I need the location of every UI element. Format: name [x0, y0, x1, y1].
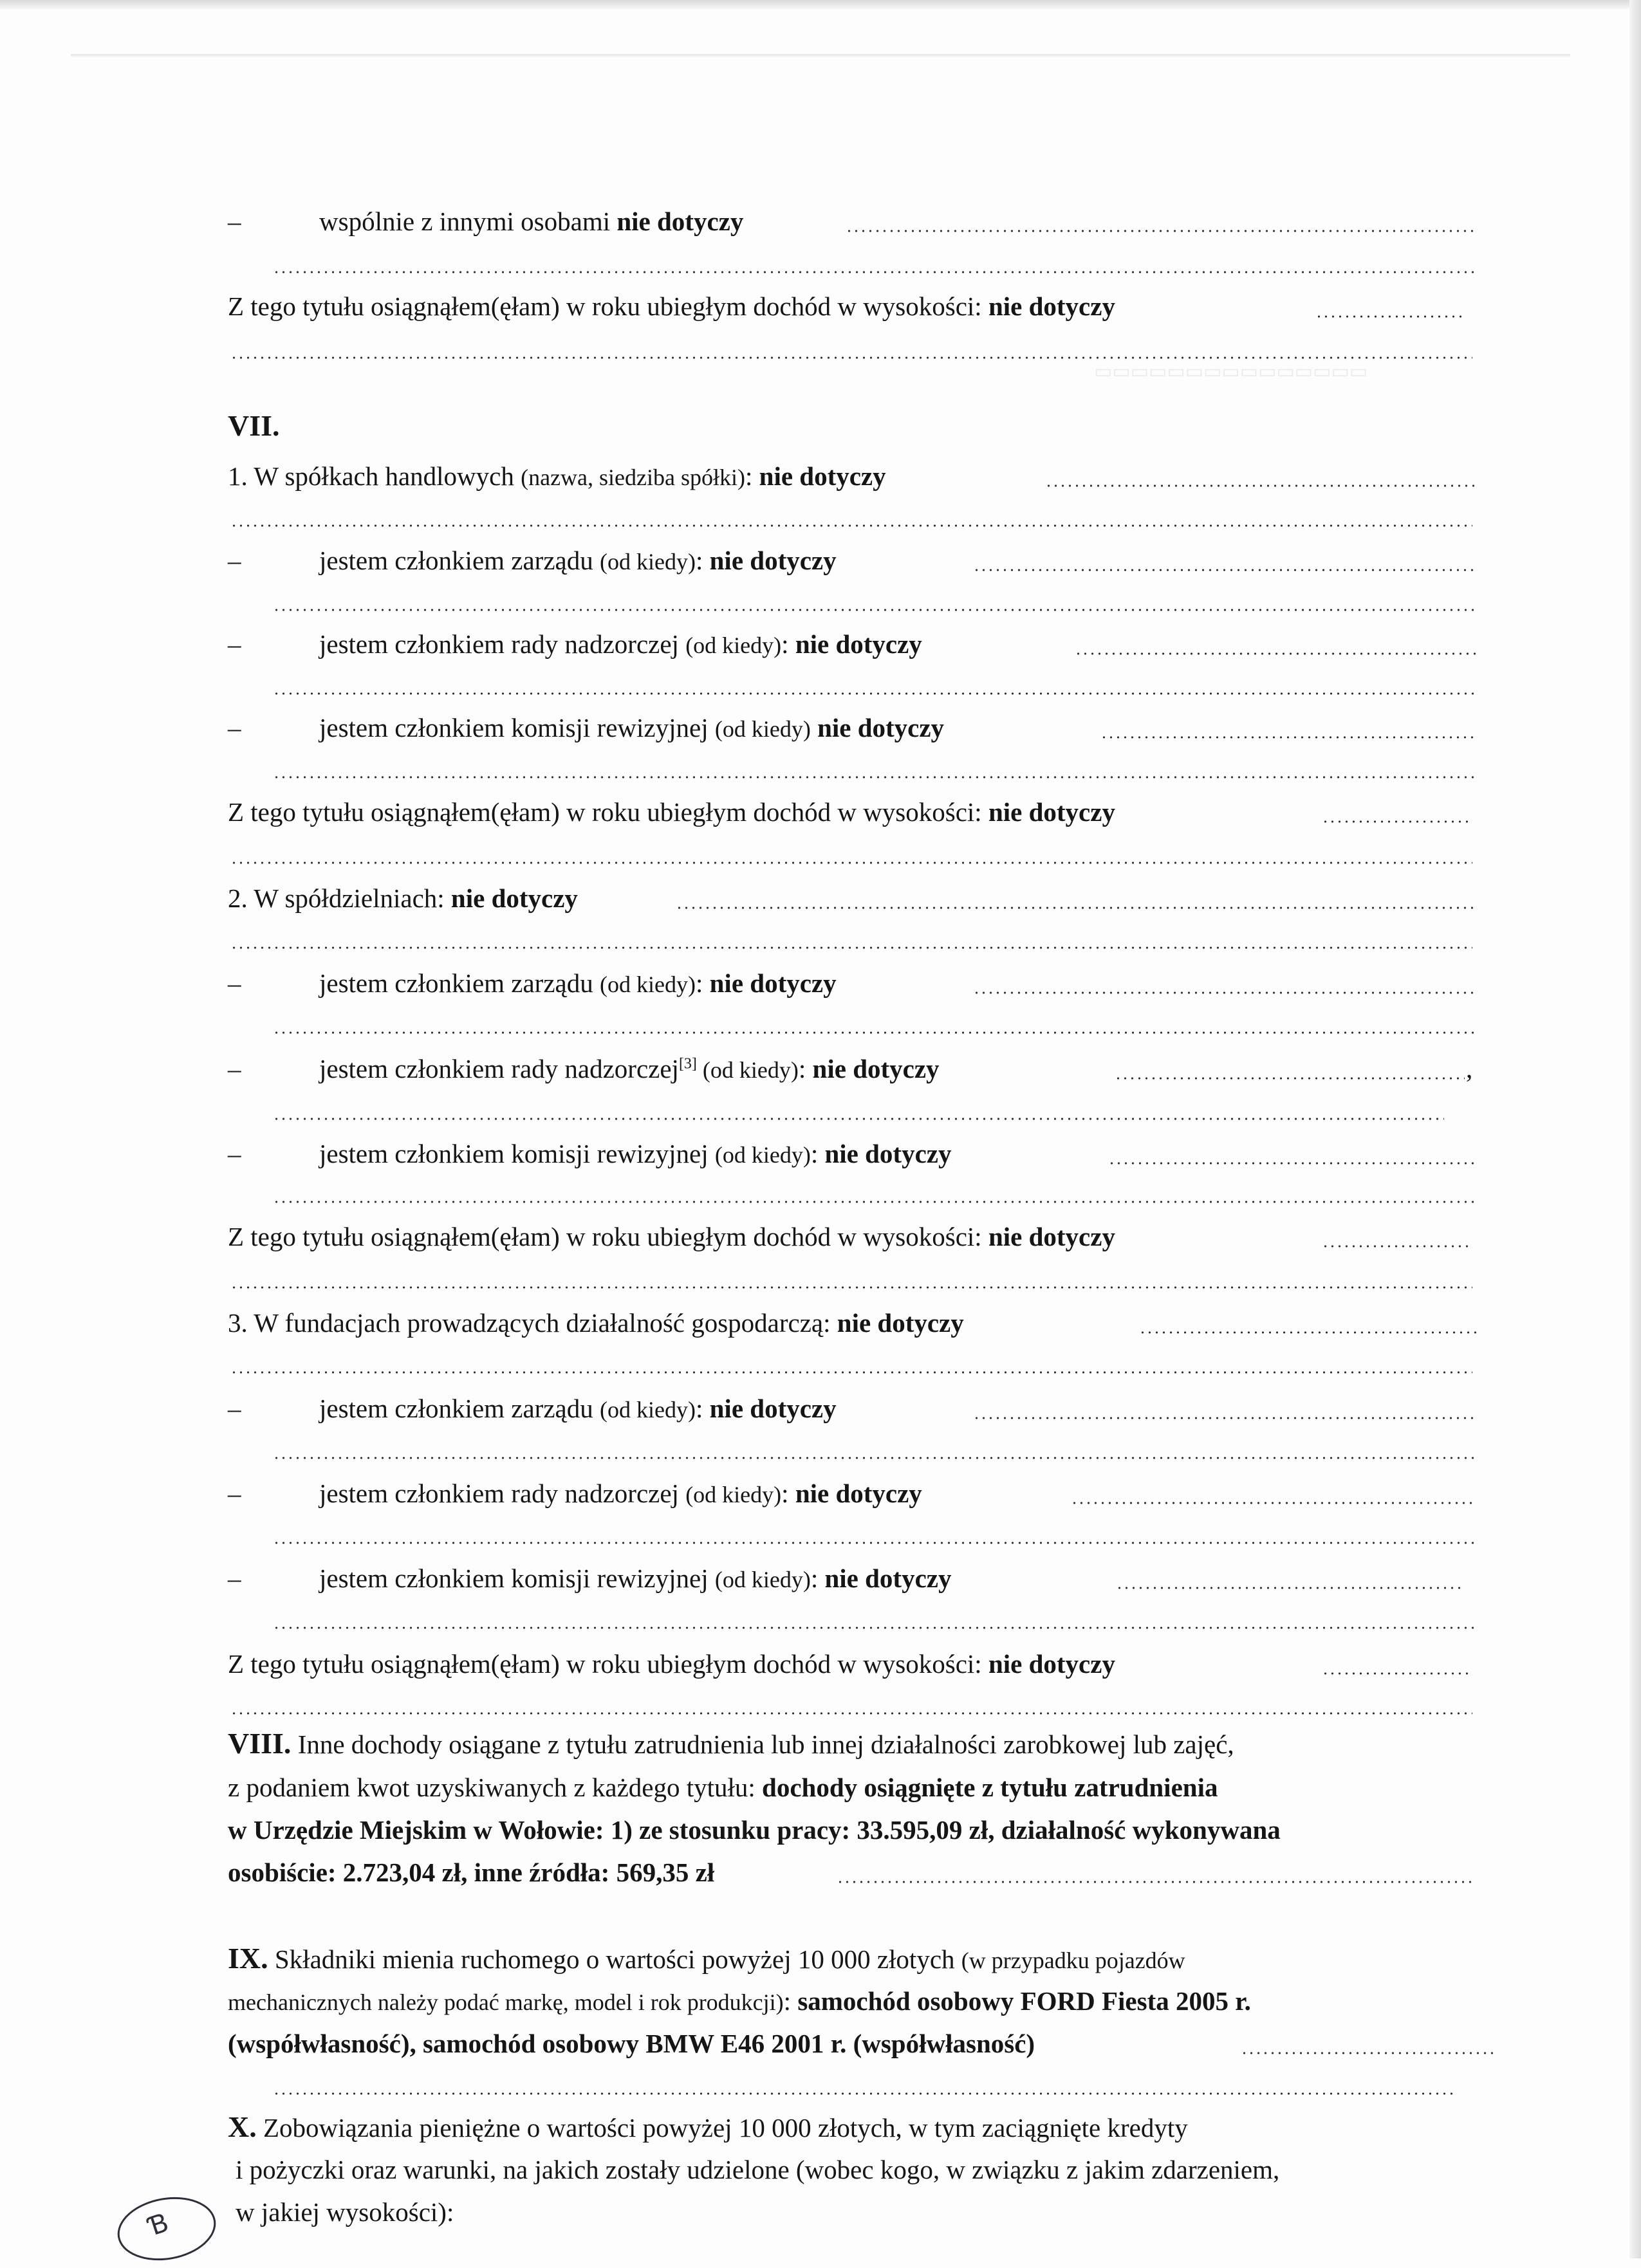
dotted-line	[273, 1542, 1476, 1544]
vii-2-board-bullet: –	[228, 968, 241, 998]
vii-1-board-line: jestem członkiem zarządu (od kiedy): nie dotyczy	[319, 546, 837, 575]
x-line-2: i pożyczki oraz warunki, na jakich zostały udzielone (wobec kogo, w związku z jakim zdarzeniem,	[236, 2155, 1280, 2184]
dotted-line	[273, 692, 1476, 695]
dotted-line	[273, 1201, 1476, 1203]
vii-1-heading: 1. W spółkach handlowych (nazwa, siedziba spółki): nie dotyczy	[228, 461, 886, 491]
dotted-fill	[1100, 736, 1476, 739]
dotted-fill	[1322, 820, 1470, 823]
vii-2-heading: 2. W spółdzielniach: nie dotyczy	[228, 883, 578, 913]
dotted-line	[273, 1118, 1444, 1120]
vii-1-supervisory-bullet: –	[228, 629, 241, 659]
vii-3-heading: 3. W fundacjach prowadzących działalność gospodarczą: nie dotyczy	[228, 1308, 964, 1338]
vii-3-board-line: jestem członkiem zarządu (od kiedy): nie dotyczy	[319, 1394, 837, 1423]
dotted-fill	[1116, 1587, 1463, 1589]
dotted-line	[273, 1031, 1476, 1034]
vii-3-supervisory-line: jestem członkiem rady nadzorczej (od kiedy): nie dotyczy	[319, 1479, 922, 1508]
vii-1-audit-bullet: –	[228, 713, 241, 742]
dotted-line	[273, 271, 1476, 273]
dotted-fill	[1315, 315, 1463, 318]
x-line-1: X. Zobowiązania pieniężne o wartości powyżej 10 000 złotych, w tym zaciągnięte kredyty	[228, 2110, 1188, 2143]
vii-3-income-line: Z tego tytułu osiągnąłem(ęłam) w roku ubiegłym dochód w wysokości: nie dotyczy	[228, 1649, 1115, 1679]
dotted-fill	[676, 907, 1476, 909]
vii-3-audit-line: jestem członkiem komisji rewizyjnej (od kiedy): nie dotyczy	[319, 1563, 952, 1593]
dotted-line	[273, 1457, 1476, 1459]
scan-edge-right	[1629, 0, 1641, 2258]
vii-1-supervisory-line: jestem członkiem rady nadzorczej (od kiedy): nie dotyczy	[319, 629, 922, 659]
dotted-line	[230, 862, 1472, 864]
viii-line-1: VIII. Inne dochody osiągane z tytułu zatrudnienia lub innej działalności zarobkowej lub zajęć,	[228, 1727, 1234, 1760]
section-vii-numeral: VII.	[228, 409, 280, 442]
intro-row-1: –	[228, 207, 241, 236]
dotted-line	[230, 946, 1472, 949]
dotted-fill	[973, 569, 1476, 571]
dotted-fill	[1075, 652, 1476, 655]
intro-row-1-text: wspólnie z innymi osobami nie dotyczy	[319, 207, 744, 236]
dotted-fill	[846, 230, 1476, 232]
vii-3-supervisory-bullet: –	[228, 1479, 241, 1508]
vii-2-supervisory-line: jestem członkiem rady nadzorczej[3] (od kiedy): nie dotyczy	[319, 1054, 940, 1083]
dotted-fill	[1322, 1245, 1470, 1248]
viii-line-2: z podaniem kwot uzyskiwanych z każdego tytułu: dochody osiągnięte z tytułu zatrudnienia	[228, 1773, 1218, 1802]
dotted-line	[273, 776, 1476, 779]
dotted-fill	[1322, 1672, 1470, 1675]
intro-income-line: Z tego tytułu osiągnąłem(ęłam) w roku ubiegłym dochód w wysokości: nie dotyczy	[228, 291, 1115, 321]
x-line-3: w jakiej wysokości):	[236, 2197, 454, 2227]
dotted-line	[230, 1371, 1472, 1374]
ix-line-1: IX. Składniki mienia ruchomego o wartości powyżej 10 000 złotych (w przypadku pojazdów	[228, 1942, 1185, 1975]
dotted-line	[230, 1712, 1472, 1715]
vii-3-board-bullet: –	[228, 1394, 241, 1423]
viii-line-3: w Urzędzie Miejskim w Wołowie: 1) ze stosunku pracy: 33.595,09 zł, działalność wykonywana	[228, 1815, 1281, 1845]
vii-2-income-line: Z tego tytułu osiągnąłem(ęłam) w roku ubiegłym dochód w wysokości: nie dotyczy	[228, 1222, 1115, 1251]
dotted-line	[230, 524, 1472, 527]
vii-2-board-line: jestem członkiem zarządu (od kiedy): nie dotyczy	[319, 968, 837, 998]
dotted-line	[273, 2092, 1457, 2095]
scan-edge-top	[0, 0, 1641, 9]
dotted-fill	[1045, 484, 1476, 487]
dotted-fill	[1115, 1077, 1465, 1080]
dotted-fill	[973, 1417, 1476, 1419]
dotted-fill	[837, 1881, 1476, 1883]
dotted-fill	[1071, 1502, 1476, 1504]
dotted-line	[230, 1286, 1472, 1289]
dotted-fill	[1241, 2052, 1498, 2054]
dotted-fill	[1139, 1331, 1476, 1334]
vii-2-audit-line: jestem członkiem komisji rewizyjnej (od kiedy): nie dotyczy	[319, 1139, 952, 1168]
dotted-line	[273, 1627, 1476, 1629]
dotted-fill	[1108, 1162, 1476, 1165]
viii-line-4: osobiście: 2.723,04 zł, inne źródła: 569,35 zł	[228, 1858, 715, 1887]
bleed-through: ▭▭▭▭▭▭▭▭▭▭▭▭▭▭▭	[1094, 361, 1368, 382]
vii-2-audit-bullet: –	[228, 1139, 241, 1168]
ix-line-2: mechanicznych należy podać markę, model i rok produkcji): samochód osobowy FORD Fiesta 2005 r.	[228, 1986, 1251, 2016]
vii-1-board-bullet: –	[228, 546, 241, 575]
page-shadow	[71, 54, 1570, 58]
vii-2-supervisory-comma: ,	[1466, 1054, 1473, 1083]
dotted-line	[230, 356, 1472, 359]
vii-3-audit-bullet: –	[228, 1563, 241, 1593]
handwritten-initial: Ɓ	[145, 2208, 172, 2242]
ix-line-3: (współwłasność), samochód osobowy BMW E46 2001 r. (współwłasność)	[228, 2029, 1035, 2058]
vii-2-supervisory-bullet: –	[228, 1054, 241, 1083]
dotted-fill	[973, 991, 1476, 994]
vii-1-audit-line: jestem członkiem komisji rewizyjnej (od kiedy) nie dotyczy	[319, 713, 945, 742]
vii-1-income-line: Z tego tytułu osiągnąłem(ęłam) w roku ubiegłym dochód w wysokości: nie dotyczy	[228, 797, 1115, 827]
dotted-line	[273, 609, 1476, 611]
